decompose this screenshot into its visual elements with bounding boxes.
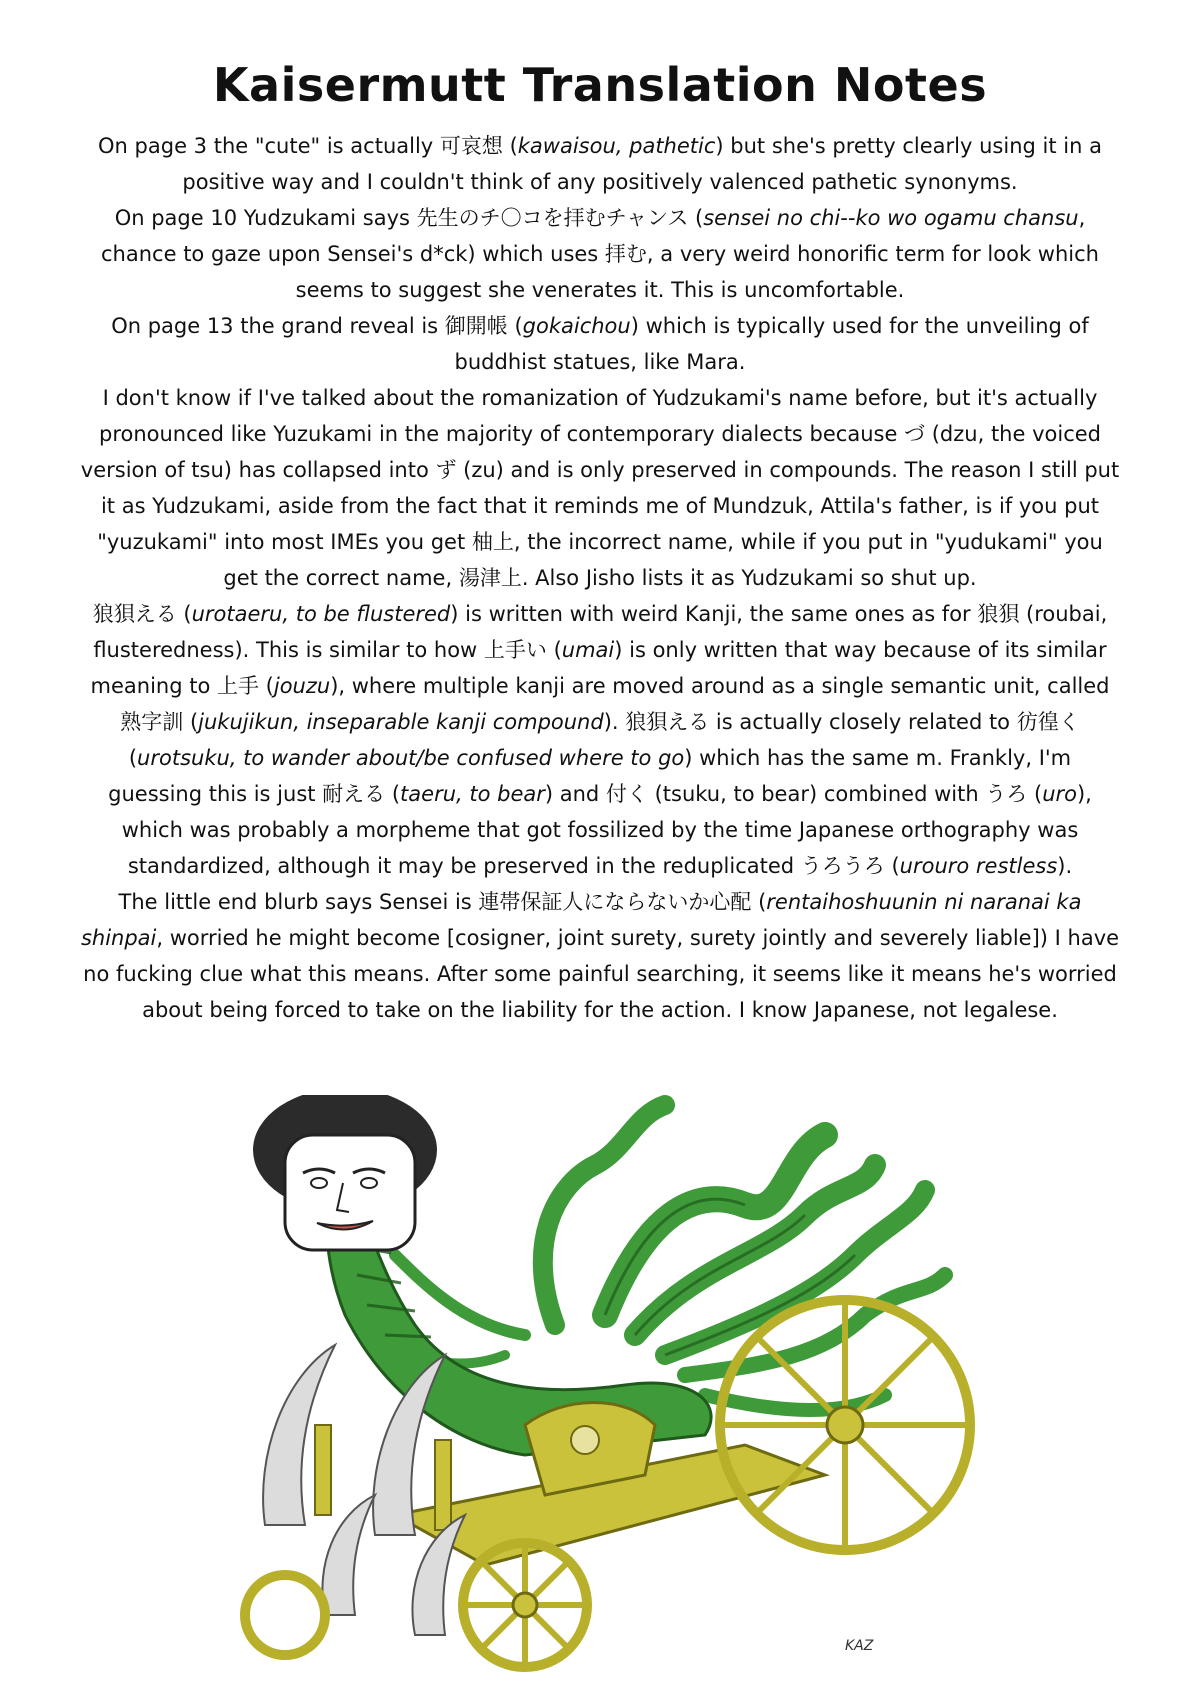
note-text: ). 狼狽える is actually closely related to 彷徨く (	[128, 710, 1080, 770]
note-text: ).	[1057, 854, 1073, 878]
note-text: ) which is typically used for the unveiling of buddhist statues, like Mara.	[454, 314, 1089, 374]
note-paragraph	[80, 128, 1120, 200]
romanization-text: urotaeru, to be flustered	[191, 602, 451, 626]
note-text: The little end blurb says Sensei is 連帯保証人にならないか心配 (	[118, 890, 767, 914]
note-paragraph	[80, 884, 1120, 1028]
note-paragraph	[80, 596, 1120, 884]
notes-body	[80, 128, 1120, 1028]
note-text: On page 13 the grand reveal is 御開帳 (	[111, 314, 523, 338]
note-text: On page 3 the "cute" is actually 可哀想 (	[98, 134, 518, 158]
note-text: ) is only written that way because of its similar meaning to 上手 (	[90, 638, 1107, 698]
note-text: ), where multiple kanji are moved around as a single semantic unit, called 熟字訓 (	[120, 674, 1110, 734]
romanization-text: rentaihoshuunin ni naranai ka shinpai	[80, 890, 1082, 950]
romanization-text: gokaichou	[522, 314, 631, 338]
romanization-text: kawaisou, pathetic	[517, 134, 716, 158]
artist-signature: KAZ	[845, 1638, 874, 1654]
note-paragraph	[80, 308, 1120, 380]
note-text: 狼狽える (	[92, 602, 192, 626]
note-text: On page 10 Yudzukami says 先生のチ〇コを拝むチャンス (	[114, 206, 704, 230]
note-paragraph	[80, 380, 1120, 596]
note-paragraph	[80, 200, 1120, 308]
tentacle-chariot-illustration	[225, 1095, 1015, 1685]
romanization-text: jouzu	[273, 674, 331, 698]
romanization-text: urouro restless	[899, 854, 1058, 878]
note-text: ), which was probably a morpheme that got fossilized by the time Japanese orthography was standardized, although it may be preserved in the reduplicated うろうろ (	[121, 782, 1092, 878]
note-text: ) is written with weird Kanji, the same ones as for 狼狽 (roubai, flusteredness). This is similar to how 上手い (	[93, 602, 1108, 662]
romanization-text: urotsuku, to wander about/be confused where to go	[137, 746, 685, 770]
romanization-text: jukujikun, inseparable kanji compound	[198, 710, 604, 734]
note-text: ) and 付く (tsuku, to bear) combined with うろ (	[544, 782, 1043, 806]
note-text: I don't know if I've talked about the romanization of Yudzukami's name before, but it's actually pronounced like Yuzukami in the majority of contemporary dialects because づ (dzu, the voiced version of tsu) has collapsed into ず (zu) and is only preserved in compounds. The reason I still put it as Yudzukami, aside from the fact that it reminds me of Mundzuk, Attila's father, is if you put "yuzukami" into most IMEs you get 柚上, the incorrect name, while if you put in "yudukami" you get the correct name, 湯津上. Also Jisho lists it as Yudzukami so shut up.	[80, 386, 1120, 590]
romanization-text: taeru, to bear	[400, 782, 545, 806]
romanization-text: sensei no chi--ko wo ogamu chansu	[703, 206, 1079, 230]
note-text: ) which has the same m. Frankly, I'm guessing this is just 耐える (	[108, 746, 1072, 806]
note-text: , worried he might become [cosigner, joint surety, surety jointly and severely liable]) I have no fucking clue what this means. After some painful searching, it seems like it means he's worried about being forced to take on the liability for the action. I know Japanese, not legalese.	[83, 926, 1120, 1022]
romanization-text: uro	[1042, 782, 1077, 806]
note-text: ) but she's pretty clearly using it in a positive way and I couldn't think of any positively valenced pathetic synonyms.	[182, 134, 1102, 194]
romanization-text: umai	[561, 638, 615, 662]
page-title: Kaisermutt Translation Notes	[212, 58, 988, 112]
note-text: , chance to gaze upon Sensei's d*ck) which uses 拝む, a very weird honorific term for look which seems to suggest she venerates it. This is uncomfortable.	[101, 206, 1099, 302]
